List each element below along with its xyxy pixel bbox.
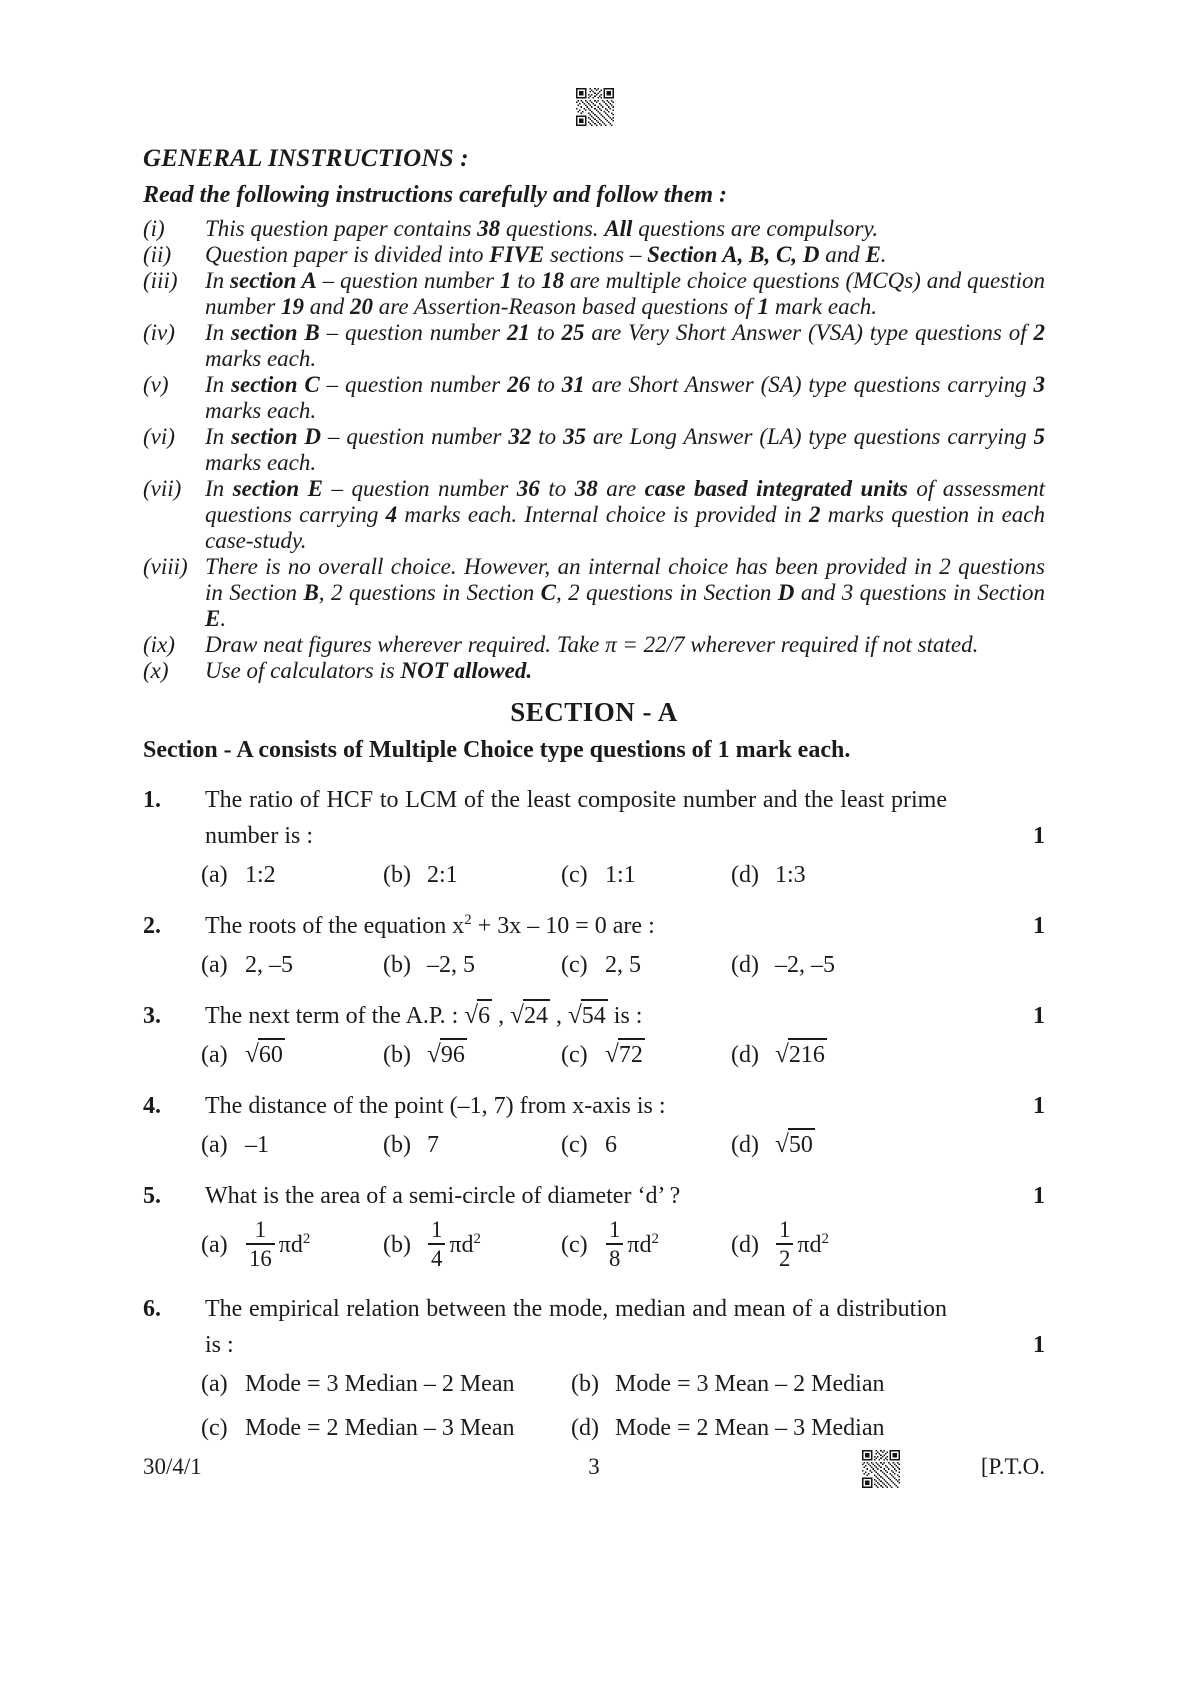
instruction-text: In section B – question number 21 to 25 are Very Short Answer (VSA) type questions of 2 marks each. bbox=[205, 320, 1046, 371]
page-header bbox=[0, 0, 1190, 126]
option-value: 2, –5 bbox=[245, 952, 293, 978]
instruction-text: This question paper contains 38 questions. All questions are compulsory. bbox=[205, 216, 879, 241]
option-value: 7 bbox=[427, 1132, 439, 1158]
instruction-number: (iii) bbox=[143, 268, 178, 293]
option-value: $\frac{1}{2}$ $\pi d^2$ bbox=[775, 1232, 829, 1258]
instruction-number: (vii) bbox=[143, 476, 182, 501]
question-options bbox=[143, 1367, 1045, 1445]
question-options bbox=[143, 948, 1045, 982]
answer-option bbox=[383, 948, 561, 982]
instruction-text: Use of calculators is NOT allowed. bbox=[205, 658, 533, 683]
answer-option bbox=[201, 1038, 383, 1072]
option-label: (d) bbox=[731, 1132, 759, 1158]
answer-option bbox=[731, 948, 835, 982]
option-label: (c) bbox=[561, 1042, 588, 1068]
question-marks: 1 bbox=[1033, 1183, 1045, 1209]
question-text: The roots of the equation $x^2 + 3x - 10 = 0$ are : bbox=[205, 912, 655, 939]
question-options bbox=[143, 858, 1045, 892]
instruction-number: (ii) bbox=[143, 242, 172, 267]
instructions-subtitle: Read the following instructions carefully and follow them : bbox=[143, 182, 728, 208]
option-label: (c) bbox=[561, 1231, 588, 1258]
option-label: (b) bbox=[383, 1042, 411, 1068]
instruction-item bbox=[143, 632, 1045, 658]
option-label: (c) bbox=[201, 1414, 228, 1441]
question-number: 5. bbox=[143, 1183, 161, 1209]
answer-option bbox=[561, 1038, 731, 1072]
option-value: √216 bbox=[775, 1042, 827, 1068]
question-marks: 1 bbox=[1033, 1003, 1045, 1029]
answer-option bbox=[571, 1411, 884, 1445]
section-a-intro: Section - A consists of Multiple Choice type questions of 1 mark each. bbox=[143, 737, 851, 763]
answer-option bbox=[731, 1128, 815, 1162]
instructions-list bbox=[143, 216, 1045, 684]
option-label: (d) bbox=[731, 952, 759, 978]
answer-option bbox=[383, 858, 561, 892]
instruction-number: (x) bbox=[143, 658, 169, 683]
question-text: The distance of the point (–1, 7) from x-axis is : bbox=[205, 1093, 666, 1119]
content-area bbox=[143, 130, 1045, 1445]
option-label: (c) bbox=[561, 1132, 588, 1158]
option-label: (c) bbox=[561, 862, 588, 888]
option-value: 1:2 bbox=[245, 862, 276, 888]
option-label: (a) bbox=[201, 1042, 228, 1068]
answer-option bbox=[201, 1128, 383, 1162]
answer-option bbox=[561, 1128, 731, 1162]
option-label: (c) bbox=[561, 952, 588, 978]
question-block bbox=[143, 908, 1045, 982]
option-value: Mode = 3 Mean – 2 Median bbox=[615, 1370, 885, 1397]
question-block bbox=[143, 1178, 1045, 1275]
answer-option bbox=[731, 1218, 829, 1275]
answer-option bbox=[201, 1411, 571, 1445]
option-label: (a) bbox=[201, 1370, 228, 1397]
question-number: 3. bbox=[143, 1003, 161, 1029]
instruction-text: In section E – question number 36 to 38 are case based integrated units of assessment questions carrying 4 marks each. Internal choice is provided in 2 marks question in each case-study. bbox=[205, 476, 1045, 553]
option-label: (b) bbox=[383, 1132, 411, 1158]
answer-option bbox=[731, 1038, 827, 1072]
instruction-number: (viii) bbox=[143, 554, 188, 579]
option-value: 2:1 bbox=[427, 862, 458, 888]
instruction-number: (vi) bbox=[143, 424, 175, 449]
option-label: (b) bbox=[383, 862, 411, 888]
answer-option bbox=[561, 1218, 731, 1275]
answer-option bbox=[731, 858, 806, 892]
answer-option bbox=[201, 1218, 383, 1275]
instruction-item bbox=[143, 216, 1045, 242]
instruction-text: In section A – question number 1 to 18 are multiple choice questions (MCQs) and question number 19 and 20 are Assertion-Reason based questions of 1 mark each. bbox=[205, 268, 1045, 319]
instruction-item bbox=[143, 268, 1045, 320]
question-number: 4. bbox=[143, 1093, 161, 1119]
option-value: 1:1 bbox=[605, 862, 636, 888]
instruction-text: There is no overall choice. However, an internal choice has been provided in 2 questions in Section B, 2 questions in Section C, 2 questions in Section D and 3 questions in Section E. bbox=[205, 554, 1045, 631]
question-block bbox=[143, 782, 1045, 892]
option-value: √50 bbox=[775, 1132, 815, 1158]
instruction-item bbox=[143, 424, 1045, 476]
instruction-item bbox=[143, 554, 1045, 632]
option-value: √96 bbox=[427, 1042, 467, 1068]
option-value: Mode = 2 Median – 3 Mean bbox=[245, 1414, 515, 1441]
answer-option bbox=[383, 1218, 561, 1275]
question-text: The next term of the A.P. : √6 , √24 , √54 is : bbox=[205, 998, 947, 1034]
option-value: Mode = 3 Median – 2 Mean bbox=[245, 1370, 515, 1397]
question-row bbox=[143, 782, 1045, 854]
instruction-number: (ix) bbox=[143, 632, 175, 657]
pto-label: [P.T.O. bbox=[980, 1454, 1045, 1479]
question-marks: 1 bbox=[1033, 1331, 1045, 1358]
question-row bbox=[143, 998, 1045, 1034]
answer-option bbox=[201, 858, 383, 892]
answer-option bbox=[201, 1367, 571, 1401]
question-marks: 1 bbox=[1033, 823, 1045, 849]
option-label: (d) bbox=[731, 862, 759, 888]
question-block bbox=[143, 998, 1045, 1072]
option-value: √60 bbox=[245, 1042, 285, 1068]
answer-option bbox=[561, 948, 731, 982]
question-block bbox=[143, 1088, 1045, 1162]
instruction-number: (i) bbox=[143, 216, 165, 241]
question-number: 6. bbox=[143, 1295, 161, 1322]
instruction-item bbox=[143, 320, 1045, 372]
paper-code: 30/4/1 bbox=[143, 1454, 202, 1479]
option-label: (b) bbox=[383, 952, 411, 978]
general-instructions-title: GENERAL INSTRUCTIONS : bbox=[143, 145, 469, 172]
question-options bbox=[143, 1218, 1045, 1275]
answer-option bbox=[383, 1128, 561, 1162]
option-label: (b) bbox=[571, 1370, 599, 1397]
section-a-heading: SECTION - A bbox=[510, 697, 678, 727]
instruction-number: (v) bbox=[143, 372, 169, 397]
question-block bbox=[143, 1291, 1045, 1445]
option-label: (d) bbox=[731, 1042, 759, 1068]
question-text: The empirical relation between the mode, median and mean of a distribution is : bbox=[205, 1295, 947, 1358]
option-label: (a) bbox=[201, 952, 228, 978]
question-marks: 1 bbox=[1033, 1093, 1045, 1119]
question-options bbox=[143, 1038, 1045, 1072]
option-value: 2, 5 bbox=[605, 952, 641, 978]
instruction-text: In section D – question number 32 to 35 are Long Answer (LA) type questions carrying 5 marks each. bbox=[205, 424, 1045, 475]
instruction-item bbox=[143, 242, 1045, 268]
option-value: 1:3 bbox=[775, 862, 806, 888]
option-value: $\frac{1}{16}$ $\pi d^2$ bbox=[245, 1232, 310, 1258]
question-text: The ratio of HCF to LCM of the least composite number and the least prime number is : bbox=[205, 787, 947, 849]
instruction-text: Question paper is divided into FIVE sections – Section A, B, C, D and E. bbox=[205, 242, 887, 267]
qr-code-icon bbox=[862, 1450, 900, 1488]
option-value: –1 bbox=[245, 1132, 269, 1158]
option-label: (a) bbox=[201, 862, 228, 888]
instruction-item bbox=[143, 476, 1045, 554]
instruction-number: (iv) bbox=[143, 320, 175, 345]
answer-option bbox=[561, 858, 731, 892]
option-label: (b) bbox=[383, 1231, 411, 1258]
instruction-item bbox=[143, 372, 1045, 424]
option-label: (d) bbox=[731, 1231, 759, 1258]
instruction-item bbox=[143, 658, 1045, 684]
instruction-text: Draw neat figures wherever required. Take π = 22/7 wherever required if not stated. bbox=[205, 632, 979, 657]
question-row bbox=[143, 1088, 1045, 1124]
option-value: –2, –5 bbox=[775, 952, 835, 978]
option-value: √72 bbox=[605, 1042, 645, 1068]
page-footer bbox=[143, 1448, 1045, 1490]
option-value: $\frac{1}{4}$ $\pi d^2$ bbox=[427, 1232, 481, 1258]
question-row bbox=[143, 1291, 1045, 1363]
question-row bbox=[143, 908, 1045, 944]
option-value: –2, 5 bbox=[427, 952, 475, 978]
question-marks: 1 bbox=[1033, 913, 1045, 939]
option-value: $\frac{1}{8}$ $\pi d^2$ bbox=[605, 1232, 659, 1258]
question-number: 1. bbox=[143, 787, 161, 813]
qr-code-icon bbox=[576, 88, 614, 126]
question-number: 2. bbox=[143, 913, 161, 939]
page-number: 3 bbox=[588, 1454, 600, 1479]
question-row bbox=[143, 1178, 1045, 1214]
option-label: (d) bbox=[571, 1414, 599, 1441]
answer-option bbox=[571, 1367, 884, 1401]
option-label: (a) bbox=[201, 1132, 228, 1158]
question-options bbox=[143, 1128, 1045, 1162]
instruction-text: In section C – question number 26 to 31 are Short Answer (SA) type questions carrying 3 marks each. bbox=[205, 372, 1045, 423]
option-label: (a) bbox=[201, 1231, 228, 1258]
option-value: Mode = 2 Mean – 3 Median bbox=[615, 1414, 885, 1441]
question-text: What is the area of a semi-circle of diameter ‘d’ ? bbox=[205, 1183, 681, 1209]
questions-area bbox=[143, 782, 1045, 1445]
option-value: 6 bbox=[605, 1132, 617, 1158]
answer-option bbox=[201, 948, 383, 982]
answer-option bbox=[383, 1038, 561, 1072]
